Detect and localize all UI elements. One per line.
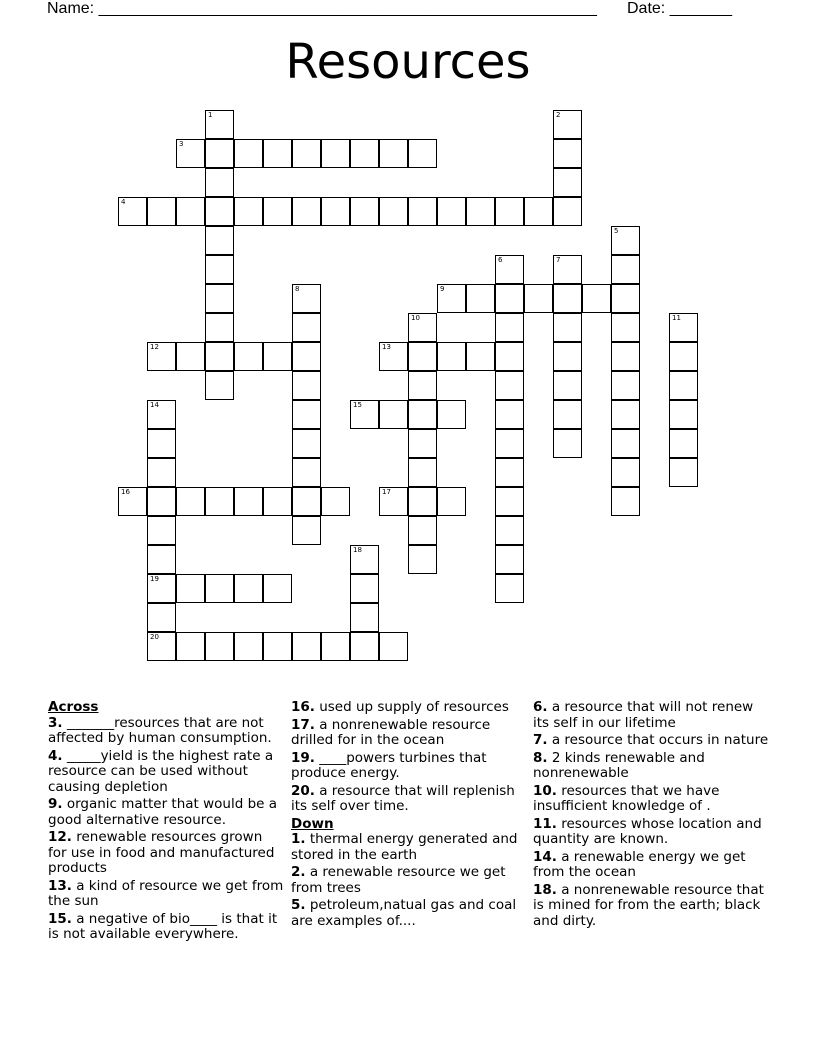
clue-number: 15: [353, 401, 362, 409]
clue-item-text: a renewable energy we get from the ocean: [533, 848, 746, 880]
grid-cell[interactable]: [611, 342, 640, 371]
grid-cell[interactable]: [524, 197, 553, 226]
page-title: Resources: [285, 34, 531, 90]
grid-cell[interactable]: [292, 313, 321, 342]
clue-item-text: renewable resources grown for use in food and manufactured products: [48, 829, 275, 876]
clue-number: 4: [121, 198, 126, 206]
grid-cell[interactable]: [466, 342, 495, 371]
clue-item-number: 1.: [291, 831, 306, 847]
grid-cell[interactable]: [292, 458, 321, 487]
clue-number: 20: [150, 633, 159, 641]
grid-cell[interactable]: [147, 574, 176, 603]
grid-cell[interactable]: [176, 197, 205, 226]
grid-cell[interactable]: [495, 313, 524, 342]
grid-cell[interactable]: [669, 429, 698, 458]
grid-cell[interactable]: [553, 139, 582, 168]
clue-number: 8: [295, 285, 300, 293]
grid-cell[interactable]: [350, 197, 379, 226]
clue-number: 11: [672, 314, 681, 322]
grid-cell[interactable]: [350, 400, 379, 429]
grid-cell[interactable]: [234, 139, 263, 168]
clue-item: [48, 716, 284, 747]
clue-item-text: organic matter that would be a good alternative resource.: [48, 796, 278, 828]
clue-item-number: 9.: [48, 796, 63, 812]
clue-item-text: petroleum,natual gas and coal are examples of....: [291, 897, 517, 929]
grid-cell[interactable]: [379, 632, 408, 661]
clue-item: [533, 850, 769, 881]
clue-item-number: 5.: [291, 897, 306, 913]
grid-cell[interactable]: [234, 487, 263, 516]
grid-cell[interactable]: [147, 603, 176, 632]
grid-cell[interactable]: [263, 632, 292, 661]
clue-number: 13: [382, 343, 391, 351]
clue-item-text: a nonrenewable resource drilled for in the ocean: [291, 716, 491, 748]
clue-item-number: 6.: [533, 699, 548, 715]
grid-cell[interactable]: [611, 255, 640, 284]
grid-cell[interactable]: [350, 632, 379, 661]
clue-item-number: 14.: [533, 848, 557, 865]
clue-item-text: a nonrenewable resource that is mined for from the earth; black and dirty.: [533, 881, 764, 929]
clue-item-number: 12.: [48, 829, 72, 845]
grid-cell[interactable]: [147, 632, 176, 661]
grid-cell[interactable]: [205, 255, 234, 284]
grid-cell[interactable]: [408, 545, 437, 574]
clue-section-heading: Down: [291, 815, 334, 832]
grid-cell[interactable]: [292, 371, 321, 400]
grid-cell[interactable]: [234, 574, 263, 603]
grid-cell[interactable]: [292, 429, 321, 458]
grid-cell[interactable]: [292, 197, 321, 226]
grid-cell[interactable]: [379, 342, 408, 371]
date-field-label: Date: _______: [627, 0, 732, 17]
grid-cell[interactable]: [553, 110, 582, 139]
grid-cell[interactable]: [495, 197, 524, 226]
clue-item-number: 11.: [533, 815, 557, 832]
grid-cell[interactable]: [437, 400, 466, 429]
grid-cell[interactable]: [176, 342, 205, 371]
grid-cell[interactable]: [495, 487, 524, 516]
grid-cell[interactable]: [611, 458, 640, 487]
clue-number: 19: [150, 575, 159, 583]
clue-item-number: 17.: [291, 716, 315, 733]
grid-cell[interactable]: [669, 371, 698, 400]
grid-cell[interactable]: [176, 487, 205, 516]
grid-cell[interactable]: [147, 197, 176, 226]
grid-cell[interactable]: [408, 371, 437, 400]
grid-cell[interactable]: [553, 371, 582, 400]
clue-number: 6: [498, 256, 503, 264]
grid-cell[interactable]: [408, 458, 437, 487]
grid-cell[interactable]: [553, 313, 582, 342]
grid-cell[interactable]: [495, 458, 524, 487]
clue-item: [48, 879, 284, 910]
grid-cell[interactable]: [176, 139, 205, 168]
grid-cell[interactable]: [669, 313, 698, 342]
clue-item-text: _____yield is the highest rate a resource can be used without causing depletion: [48, 747, 274, 795]
grid-cell[interactable]: [292, 400, 321, 429]
clue-item-text: a resource that occurs in nature: [547, 732, 769, 748]
clue-item-text: a resource that will not renew its self in our lifetime: [533, 699, 754, 731]
clue-item-text: 2 kinds renewable and nonrenewable: [533, 749, 705, 781]
grid-cell[interactable]: [205, 632, 234, 661]
name-field-label: Name: ________________________________________________________: [47, 0, 597, 17]
grid-cell[interactable]: [669, 458, 698, 487]
grid-cell[interactable]: [437, 284, 466, 313]
clue-item-number: 10.: [533, 782, 557, 799]
clue-number: 10: [411, 314, 420, 322]
grid-cell[interactable]: [205, 139, 234, 168]
grid-cell[interactable]: [495, 342, 524, 371]
grid-cell[interactable]: [205, 487, 234, 516]
grid-cell[interactable]: [263, 342, 292, 371]
grid-cell[interactable]: [669, 400, 698, 429]
clue-number: 2: [556, 111, 561, 119]
clue-item: [533, 784, 769, 815]
grid-cell[interactable]: [205, 313, 234, 342]
clue-item: [533, 700, 769, 731]
clue-item: [48, 830, 284, 877]
clue-item-number: 2.: [291, 864, 306, 880]
grid-cell[interactable]: [118, 197, 147, 226]
clue-item-number: 15.: [48, 910, 72, 927]
grid-cell[interactable]: [495, 516, 524, 545]
clue-item-text: a negative of bio____ is that it is not available everywhere.: [48, 910, 278, 942]
clue-item-text: used up supply of resources: [314, 699, 509, 715]
grid-cell[interactable]: [292, 516, 321, 545]
clue-item-text: thermal energy generated and stored in the earth: [291, 831, 518, 863]
clue-item-text: a renewable resource we get from trees: [291, 864, 506, 896]
grid-cell[interactable]: [176, 632, 205, 661]
grid-cell[interactable]: [205, 168, 234, 197]
clue-item: [48, 912, 284, 943]
grid-cell[interactable]: [205, 342, 234, 371]
clue-item: [291, 898, 527, 929]
clue-item-number: 19.: [291, 749, 315, 766]
clue-item-text: resources that we have insufficient knowledge of .: [533, 782, 720, 814]
grid-cell[interactable]: [147, 516, 176, 545]
clue-number: 7: [556, 256, 561, 264]
grid-cell[interactable]: [408, 487, 437, 516]
grid-cell[interactable]: [611, 400, 640, 429]
grid-cell[interactable]: [611, 487, 640, 516]
clue-number: 3: [179, 140, 184, 148]
clue-item-number: 3.: [48, 714, 63, 731]
grid-cell[interactable]: [263, 197, 292, 226]
grid-cell[interactable]: [495, 545, 524, 574]
clue-item-number: 7.: [533, 732, 548, 748]
grid-cell[interactable]: [495, 429, 524, 458]
clue-item: [48, 749, 284, 796]
grid-cell[interactable]: [553, 400, 582, 429]
grid-cell[interactable]: [292, 139, 321, 168]
clue-item-number: 20.: [291, 782, 315, 799]
clue-item: [48, 797, 284, 828]
clue-item-text: ____powers turbines that produce energy.: [291, 749, 487, 781]
grid-cell[interactable]: [408, 429, 437, 458]
grid-cell[interactable]: [437, 487, 466, 516]
clue-item-text: _______resources that are not affected by human consumption.: [48, 714, 272, 746]
grid-cell[interactable]: [466, 284, 495, 313]
clue-item-number: 8.: [533, 749, 548, 766]
grid-cell[interactable]: [524, 284, 553, 313]
grid-cell[interactable]: [205, 197, 234, 226]
grid-cell[interactable]: [321, 197, 350, 226]
grid-cell[interactable]: [234, 632, 263, 661]
grid-cell[interactable]: [408, 400, 437, 429]
grid-cell[interactable]: [437, 342, 466, 371]
grid-cell[interactable]: [466, 197, 495, 226]
clue-number: 16: [121, 488, 130, 496]
grid-cell[interactable]: [147, 400, 176, 429]
grid-cell[interactable]: [553, 429, 582, 458]
grid-cell[interactable]: [495, 400, 524, 429]
grid-cell[interactable]: [495, 574, 524, 603]
grid-cell[interactable]: [611, 226, 640, 255]
grid-cell[interactable]: [321, 139, 350, 168]
clue-number: 1: [208, 111, 213, 119]
clues-column-2: [291, 700, 527, 931]
grid-cell[interactable]: [147, 429, 176, 458]
grid-cell[interactable]: [292, 284, 321, 313]
grid-cell[interactable]: [263, 487, 292, 516]
clue-item: [291, 832, 527, 863]
grid-cell[interactable]: [321, 487, 350, 516]
clue-number: 18: [353, 546, 362, 554]
clue-number: 5: [614, 227, 619, 235]
clue-item: [533, 751, 769, 782]
clue-item-number: 13.: [48, 877, 72, 894]
clue-item: [291, 718, 527, 749]
clue-item: [291, 865, 527, 896]
grid-cell[interactable]: [118, 487, 147, 516]
clue-item: [291, 700, 527, 716]
grid-cell[interactable]: [292, 632, 321, 661]
grid-cell[interactable]: [147, 487, 176, 516]
grid-cell[interactable]: [379, 487, 408, 516]
clue-item: [533, 817, 769, 848]
grid-cell[interactable]: [205, 371, 234, 400]
grid-cell[interactable]: [495, 255, 524, 284]
clue-item-text: a kind of resource we get from the sun: [48, 877, 284, 909]
grid-cell[interactable]: [379, 197, 408, 226]
grid-cell[interactable]: [437, 197, 466, 226]
grid-cell[interactable]: [176, 574, 205, 603]
grid-cell[interactable]: [553, 255, 582, 284]
grid-cell[interactable]: [292, 342, 321, 371]
clue-number: 9: [440, 285, 445, 293]
clue-section-heading: Across: [48, 699, 99, 715]
grid-cell[interactable]: [611, 371, 640, 400]
clues-column-3: [533, 700, 769, 931]
grid-cell[interactable]: [553, 168, 582, 197]
grid-cell[interactable]: [350, 603, 379, 632]
grid-cell[interactable]: [263, 139, 292, 168]
clue-item-number: 4.: [48, 747, 63, 764]
clue-item-number: 18.: [533, 881, 557, 898]
grid-cell[interactable]: [292, 487, 321, 516]
grid-cell[interactable]: [205, 284, 234, 313]
clue-number: 14: [150, 401, 159, 409]
grid-cell[interactable]: [350, 574, 379, 603]
clue-item-number: 16.: [291, 699, 315, 715]
grid-cell[interactable]: [495, 284, 524, 313]
grid-cell[interactable]: [582, 284, 611, 313]
grid-cell[interactable]: [408, 197, 437, 226]
clue-item: [533, 883, 769, 930]
clue-number: 17: [382, 488, 391, 496]
grid-cell[interactable]: [408, 139, 437, 168]
clue-item-text: a resource that will replenish its self over time.: [291, 782, 515, 814]
grid-cell[interactable]: [553, 284, 582, 313]
grid-cell[interactable]: [408, 516, 437, 545]
clue-item: [291, 751, 527, 782]
grid-cell[interactable]: [611, 313, 640, 342]
grid-cell[interactable]: [611, 429, 640, 458]
clues-column-1: [48, 700, 284, 945]
grid-cell[interactable]: [234, 197, 263, 226]
grid-cell[interactable]: [553, 197, 582, 226]
grid-cell[interactable]: [408, 313, 437, 342]
grid-cell[interactable]: [379, 139, 408, 168]
grid-cell[interactable]: [350, 545, 379, 574]
grid-cell[interactable]: [611, 284, 640, 313]
grid-cell[interactable]: [321, 632, 350, 661]
grid-cell[interactable]: [495, 371, 524, 400]
grid-cell[interactable]: [379, 400, 408, 429]
grid-cell[interactable]: [205, 226, 234, 255]
grid-cell[interactable]: [205, 574, 234, 603]
clue-item-text: resources whose location and quantity are known.: [533, 815, 762, 847]
grid-cell[interactable]: [350, 139, 379, 168]
clue-item: [291, 784, 527, 815]
grid-cell[interactable]: [234, 342, 263, 371]
clue-item: [533, 733, 769, 749]
grid-cell[interactable]: [147, 342, 176, 371]
clue-number: 12: [150, 343, 159, 351]
grid-cell[interactable]: [205, 110, 234, 139]
grid-cell[interactable]: [408, 342, 437, 371]
grid-cell[interactable]: [669, 342, 698, 371]
grid-cell[interactable]: [553, 342, 582, 371]
grid-cell[interactable]: [147, 458, 176, 487]
grid-cell[interactable]: [263, 574, 292, 603]
grid-cell[interactable]: [147, 545, 176, 574]
